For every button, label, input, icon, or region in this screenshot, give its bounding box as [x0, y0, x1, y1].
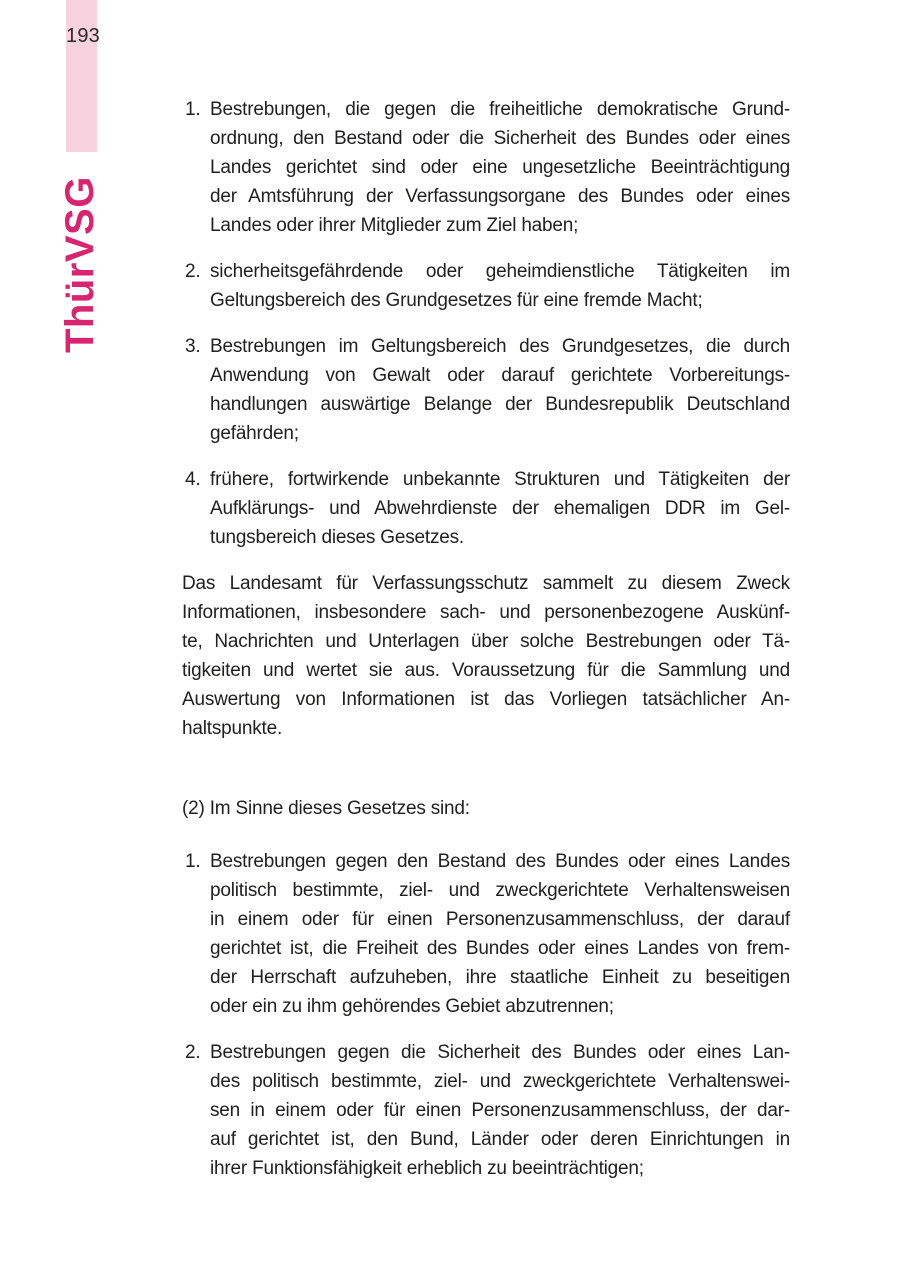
- list-number: 2.: [185, 1042, 201, 1063]
- list-number: 1.: [185, 851, 201, 872]
- text-line: tungsbereich dieses Gesetzes.: [210, 527, 465, 548]
- list-number: 1.: [185, 99, 201, 120]
- block-lines: [210, 332, 790, 448]
- text-line: Aufklärungs- und Abwehrdienste der ehemaligen DDR im Gel-: [210, 498, 790, 519]
- block-lines: [182, 794, 790, 823]
- block-lines: [210, 95, 790, 240]
- text-line: handlungen auswärtige Belange der Bundesrepublik Deutschland: [210, 394, 790, 415]
- list-item: [182, 257, 790, 315]
- text-line: Bestrebungen im Geltungsbereich des Grundgesetzes, die durch: [210, 336, 790, 357]
- list-number: 2.: [185, 261, 201, 282]
- text-line: Das Landesamt für Verfassungsschutz sammelt zu diesem Zweck: [182, 573, 790, 594]
- chapter-thumb-tab: [66, 0, 97, 152]
- text-line: in einem oder für einen Personenzusammenschluss, der darauf: [210, 909, 790, 930]
- block-lines: [210, 465, 790, 552]
- text-line: te, Nachrichten und Unterlagen über solche Bestrebungen oder Tä-: [182, 631, 790, 652]
- text-line: Geltungsbereich des Grundgesetzes für eine fremde Macht;: [210, 290, 703, 311]
- block-lines: [182, 569, 790, 743]
- page-number: 193: [66, 25, 100, 47]
- text-line: der Herrschaft aufzuheben, ihre staatliche Einheit zu beseitigen: [210, 967, 790, 988]
- list-item: [182, 95, 790, 240]
- block-lines: [210, 847, 790, 1021]
- text-line: Auswertung von Informationen ist das Vorliegen tatsächlicher An-: [182, 689, 790, 710]
- text-line: politisch bestimmte, ziel- und zweckgerichtete Verhaltensweisen: [210, 880, 790, 901]
- list-number: 4.: [185, 469, 201, 490]
- text-line: ihrer Funktionsfähigkeit erheblich zu beeinträchtigen;: [210, 1158, 644, 1179]
- paragraph: [182, 569, 790, 743]
- text-line: der Amtsführung der Verfassungsorgane des Bundes oder eines: [210, 186, 790, 207]
- text-line: tigkeiten und wertet sie aus. Voraussetzung für die Sammlung und: [182, 660, 790, 681]
- text-line: Informationen, insbesondere sach- und personenbezogene Auskünf-: [182, 602, 790, 623]
- text-line: Landes gerichtet sind oder eine ungesetzliche Beeinträchtigung: [210, 157, 790, 178]
- paragraph: [182, 794, 790, 823]
- block-lines: [210, 1038, 790, 1183]
- text-line: ordnung, den Bestand oder die Sicherheit des Bundes oder eines: [210, 128, 790, 149]
- text-line: Bestrebungen, die gegen die freiheitliche demokratische Grund-: [210, 99, 790, 120]
- text-line: gefährden;: [210, 423, 299, 444]
- list-number: 3.: [185, 336, 201, 357]
- text-line: auf gerichtet ist, den Bund, Länder oder deren Einrichtungen in: [210, 1129, 790, 1150]
- text-line: (2) Im Sinne dieses Gesetzes sind:: [182, 798, 470, 819]
- text-line: Bestrebungen gegen die Sicherheit des Bundes oder eines Lan-: [210, 1042, 790, 1063]
- text-line: Anwendung von Gewalt oder darauf gerichtete Vorbereitungs-: [210, 365, 790, 386]
- list-item: [182, 332, 790, 448]
- text-line: frühere, fortwirkende unbekannte Strukturen und Tätigkeiten der: [210, 469, 790, 490]
- text-line: Landes oder ihrer Mitglieder zum Ziel haben;: [210, 215, 579, 236]
- text-column: [182, 95, 790, 1183]
- text-line: sicherheitsgefährdende oder geheimdienstliche Tätigkeiten im: [210, 261, 790, 282]
- text-line: oder ein zu ihm gehörendes Gebiet abzutrennen;: [210, 996, 614, 1017]
- chapter-sidebar-label: ThürVSG: [58, 176, 102, 353]
- text-line: Bestrebungen gegen den Bestand des Bundes oder eines Landes: [210, 851, 790, 872]
- list-item: [182, 465, 790, 552]
- list-item: [182, 847, 790, 1021]
- list-item: [182, 1038, 790, 1183]
- block-lines: [210, 257, 790, 315]
- text-line: des politisch bestimmte, ziel- und zweckgerichtete Verhaltenswei-: [210, 1071, 790, 1092]
- text-line: sen in einem oder für einen Personenzusammenschluss, der dar-: [210, 1100, 790, 1121]
- text-line: gerichtet ist, die Freiheit des Bundes oder eines Landes von frem-: [210, 938, 790, 959]
- text-line: haltspunkte.: [182, 718, 283, 739]
